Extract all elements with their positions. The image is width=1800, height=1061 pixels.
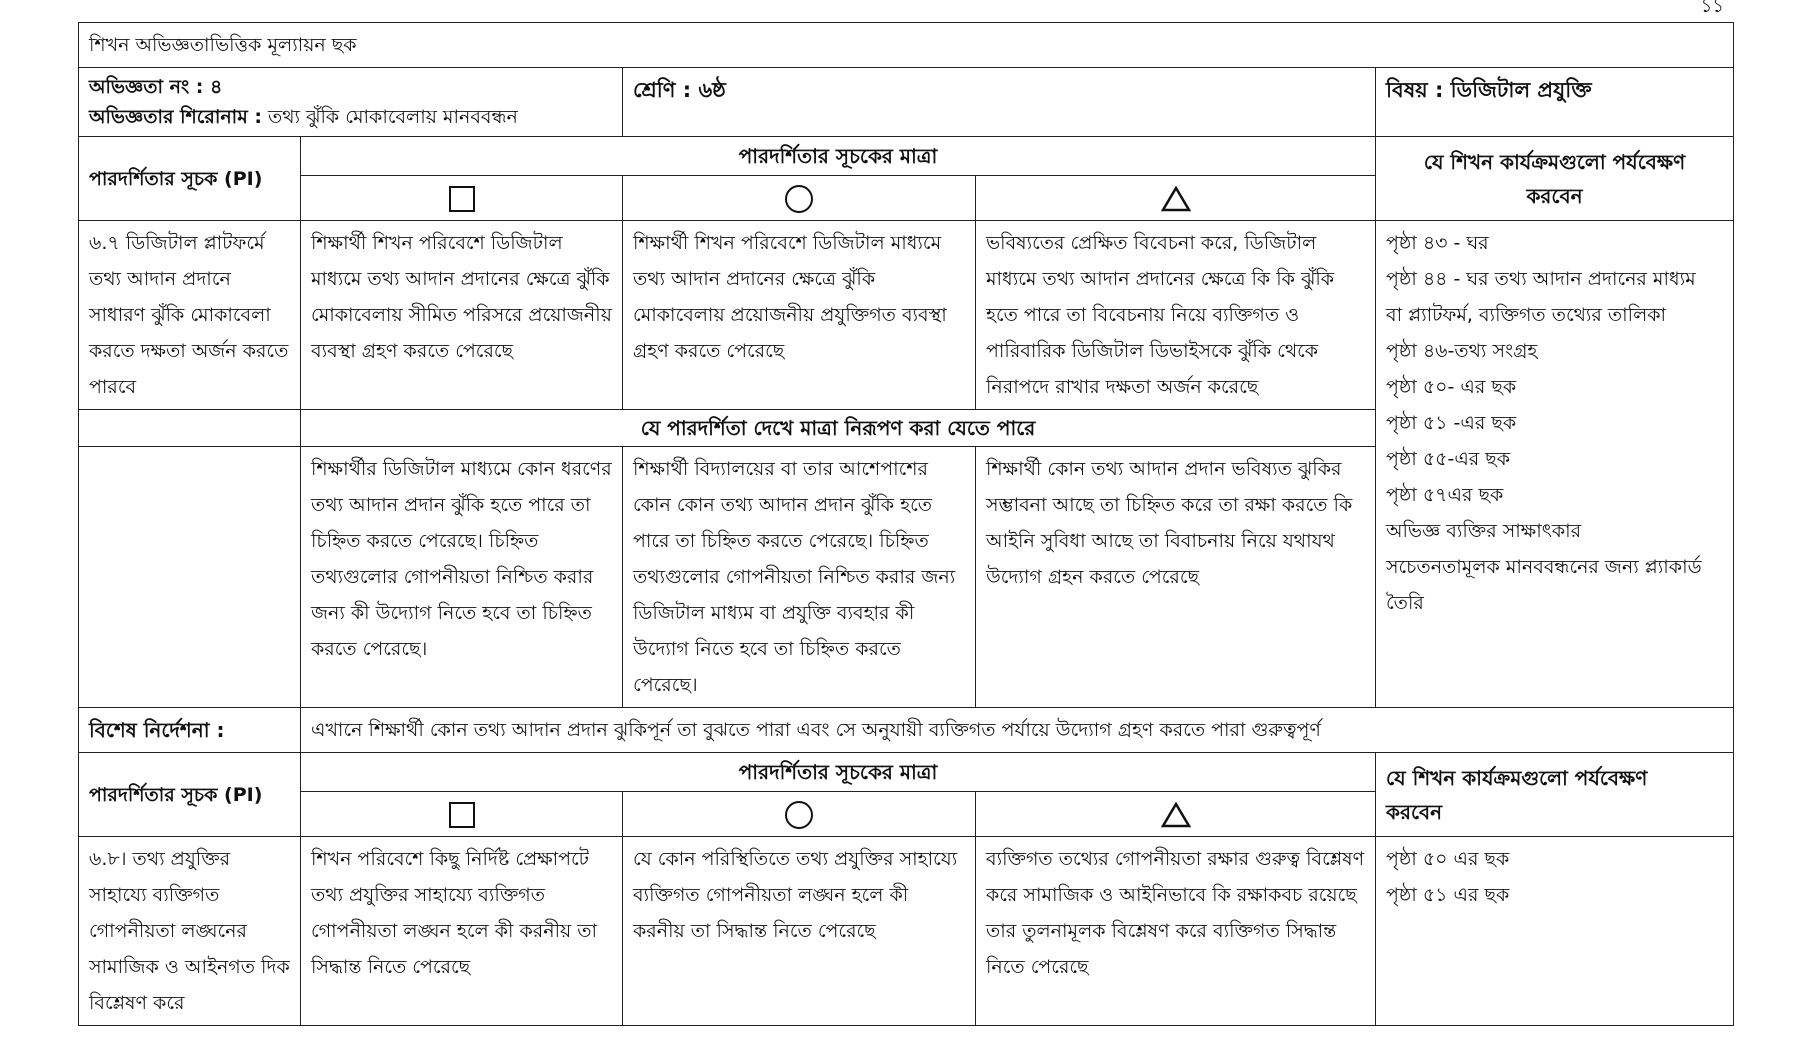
table-title: শিখন অভিজ্ঞতাভিত্তিক মূল্যায়ন ছক [79,23,1734,68]
observe-item: পৃষ্ঠা ৫০ এর ছক [1386,848,1510,870]
square-icon [449,186,475,212]
level-text: ব্যক্তিগত তথ্যের গোপনীয়তা রক্ষার গুরুত্ব বিশ্লেষণ করে সামাজিক ও আইনিভাবে কি রক্ষাকবচ রয়েছে তার তুলনামূলক বিশ্লেষণ করে ব্যক্তিগত সিদ্ধান্ত নিতে পেরেছে [976,837,1376,1026]
assessment-table [78,22,1734,1026]
level-symbol-cell [301,792,623,837]
page-number: ১১ [1700,0,1724,17]
observe-item: পৃষ্ঠা ৫৭এর ছক [1386,484,1504,506]
pi-text: ৬.৭ ডিজিটাল প্লাটফর্মে তথ্য আদান প্রদানে সাধারণ ঝুঁকি মোকাবেলা করতে দক্ষতা অর্জন করতে পারবে [79,221,301,410]
observe-header [1376,137,1734,221]
level-text: ভবিষ্যতের প্রেক্ষিত বিবেচনা করে, ডিজিটাল মাধ্যমে তথ্য আদান প্রদানের ক্ষেত্রে কি কি ঝুঁকি হতে পারে তা বিবেচনায় নিয়ে ব্যক্তিগত ও পারিবারিক ডিজিটাল ডিভাইসকে ঝুঁকি থেকে নিরাপদে রাখার দক্ষতা অর্জন করেছে [976,221,1376,410]
class-label: শ্রেণি : ৬ষ্ঠ [623,68,1376,137]
empty-cell [79,410,301,447]
level-header: পারদর্শিতার সূচকের মাত্রা [301,137,1376,176]
observe-item: অভিজ্ঞ ব্যক্তির সাক্ষাৎকার [1386,520,1582,542]
experience-title-label: অভিজ্ঞতার শিরোনাম : [89,106,262,128]
observe-item: পৃষ্ঠা ৪৪ - ঘর তথ্য আদান প্রদানের মাধ্যম [1386,268,1696,290]
observe-item: পৃষ্ঠা ৪৩ - ঘর [1386,232,1489,254]
special-text: এখানে শিক্ষার্থী কোন তথ্য আদান প্রদান ঝুকিপূর্ন তা বুঝতে পারা এবং সে অনুযায়ী ব্যক্তিগত পর্যায়ে উদ্যোগ গ্রহণ করতে পারা গুরুত্বপূর্ণ [301,708,1734,753]
level-text: শিক্ষার্থী শিখন পরিবেশে ডিজিটাল মাধ্যমে তথ্য আদান প্রদানের ক্ষেত্রে ঝুঁকি মোকাবেলায় সীমিত পরিসরে প্রয়োজনীয় ব্যবস্থা গ্রহণ করতে পেরেছে [301,221,623,410]
circle-icon [785,801,813,829]
pi-text: ৬.৮। তথ্য প্রযুক্তির সাহায্যে ব্যক্তিগত গোপনীয়তা লঙ্ঘনের সামাজিক ও আইনগত দিক বিশ্লেষণ করে [79,837,301,1026]
empty-cell [79,447,301,708]
level-symbol-cell [623,792,976,837]
level-symbol-cell [976,792,1376,837]
circle-icon [785,185,813,213]
observe-item: পৃষ্ঠা ৫১ এর ছক [1386,884,1510,906]
triangle-icon [1161,186,1191,212]
performance-text: শিক্ষার্থীর ডিজিটাল মাধ্যমে কোন ধরণের তথ্য আদান প্রদান ঝুঁকি হতে পারে তা চিহ্নিত করতে পেরেছে। চিহ্নিত তথ্যগুলোর গোপনীয়তা নিশ্চিত করার জন্য কী উদ্যোগ নিতে হবে তা চিহ্নিত করতে পেরেছে। [301,447,623,708]
observe-item: বা প্ল্যাটফর্ম, ব্যক্তিগত তথ্যের তালিকা [1386,304,1667,326]
observe-item: তৈরি [1386,592,1424,614]
observe-item: পৃষ্ঠা ৪৬-তথ্য সংগ্রহ [1386,340,1538,362]
performance-heading: যে পারদর্শিতা দেখে মাত্রা নিরূপণ করা যেতে পারে [301,410,1376,447]
observe-header-line1: যে শিখন কার্যক্রমগুলো পর্যবেক্ষণ [1386,765,1648,790]
observe-item: পৃষ্ঠা ৫০- এর ছক [1386,376,1517,398]
level-header: পারদর্শিতার সূচকের মাত্রা [301,753,1376,792]
level-symbol-cell [301,176,623,221]
experience-info-cell [79,68,623,137]
observe-list [1376,221,1734,708]
observe-item: পৃষ্ঠা ৫৫-এর ছক [1386,448,1511,470]
observe-item: পৃষ্ঠা ৫১ -এর ছক [1386,412,1517,434]
pi-header: পারদর্শিতার সূচক (PI) [79,753,301,837]
experience-title-value: তথ্য ঝুঁকি মোকাবেলায় মানববন্ধন [268,106,518,128]
pi-header: পারদর্শিতার সূচক (PI) [79,137,301,221]
performance-text: শিক্ষার্থী কোন তথ্য আদান প্রদান ভবিষ্যত ঝুকির সম্ভাবনা আছে তা চিহ্নিত করে তা রক্ষা করতে কি আইনি সুবিধা আছে তা বিবাচনায় নিয়ে যথাযথ উদ্যোগ গ্রহন করতে পেরেছে [976,447,1376,708]
level-symbol-cell [976,176,1376,221]
subject-label: বিষয় : ডিজিটাল প্রযুক্তি [1376,68,1734,137]
square-icon [449,802,475,828]
triangle-icon [1161,802,1191,828]
level-symbol-cell [623,176,976,221]
experience-title [89,102,612,132]
experience-no: অভিজ্ঞতা নং : ৪ [89,76,223,98]
level-text: শিক্ষার্থী শিখন পরিবেশে ডিজিটাল মাধ্যমে তথ্য আদান প্রদানের ক্ষেত্রে ঝুঁকি মোকাবেলায় প্রয়োজনীয় প্রযুক্তিগত ব্যবস্থা গ্রহণ করতে পেরেছে [623,221,976,410]
observe-header [1376,753,1734,837]
level-text: শিখন পরিবেশে কিছু নির্দিষ্ট প্রেক্ষাপটে তথ্য প্রযুক্তির সাহায্যে ব্যক্তিগত গোপনীয়তা লঙ্ঘন হলে কী করনীয় তা সিদ্ধান্ত নিতে পেরেছে [301,837,623,1026]
observe-header-line2: করবেন [1526,183,1583,208]
observe-list [1376,837,1734,1026]
special-label: বিশেষ নির্দেশনা : [79,708,301,753]
level-text: যে কোন পরিস্থিতিতে তথ্য প্রযুক্তির সাহায্যে ব্যক্তিগত গোপনীয়তা লঙ্ঘন হলে কী করনীয় তা সিদ্ধান্ত নিতে পেরেছে [623,837,976,1026]
observe-header-line1: যে শিখন কার্যক্রমগুলো পর্যবেক্ষণ [1423,149,1686,174]
observe-header-line2: করবেন [1386,799,1443,824]
observe-item: সচেতনতামূলক মানববন্ধনের জন্য প্ল্যাকার্ড [1386,556,1702,578]
performance-text: শিক্ষার্থী বিদ্যালয়ের বা তার আশেপাশের কোন কোন তথ্য আদান প্রদান ঝুঁকি হতে পারে তা চিহ্নিত করতে পেরেছে। চিহ্নিত তথ্যগুলোর গোপনীয়তা নিশ্চিত করার জন্য ডিজিটাল মাধ্যম বা প্রযুক্তি ব্যবহার কী উদ্যোগ নিতে হবে তা চিহ্নিত করতে পেরেছে। [623,447,976,708]
